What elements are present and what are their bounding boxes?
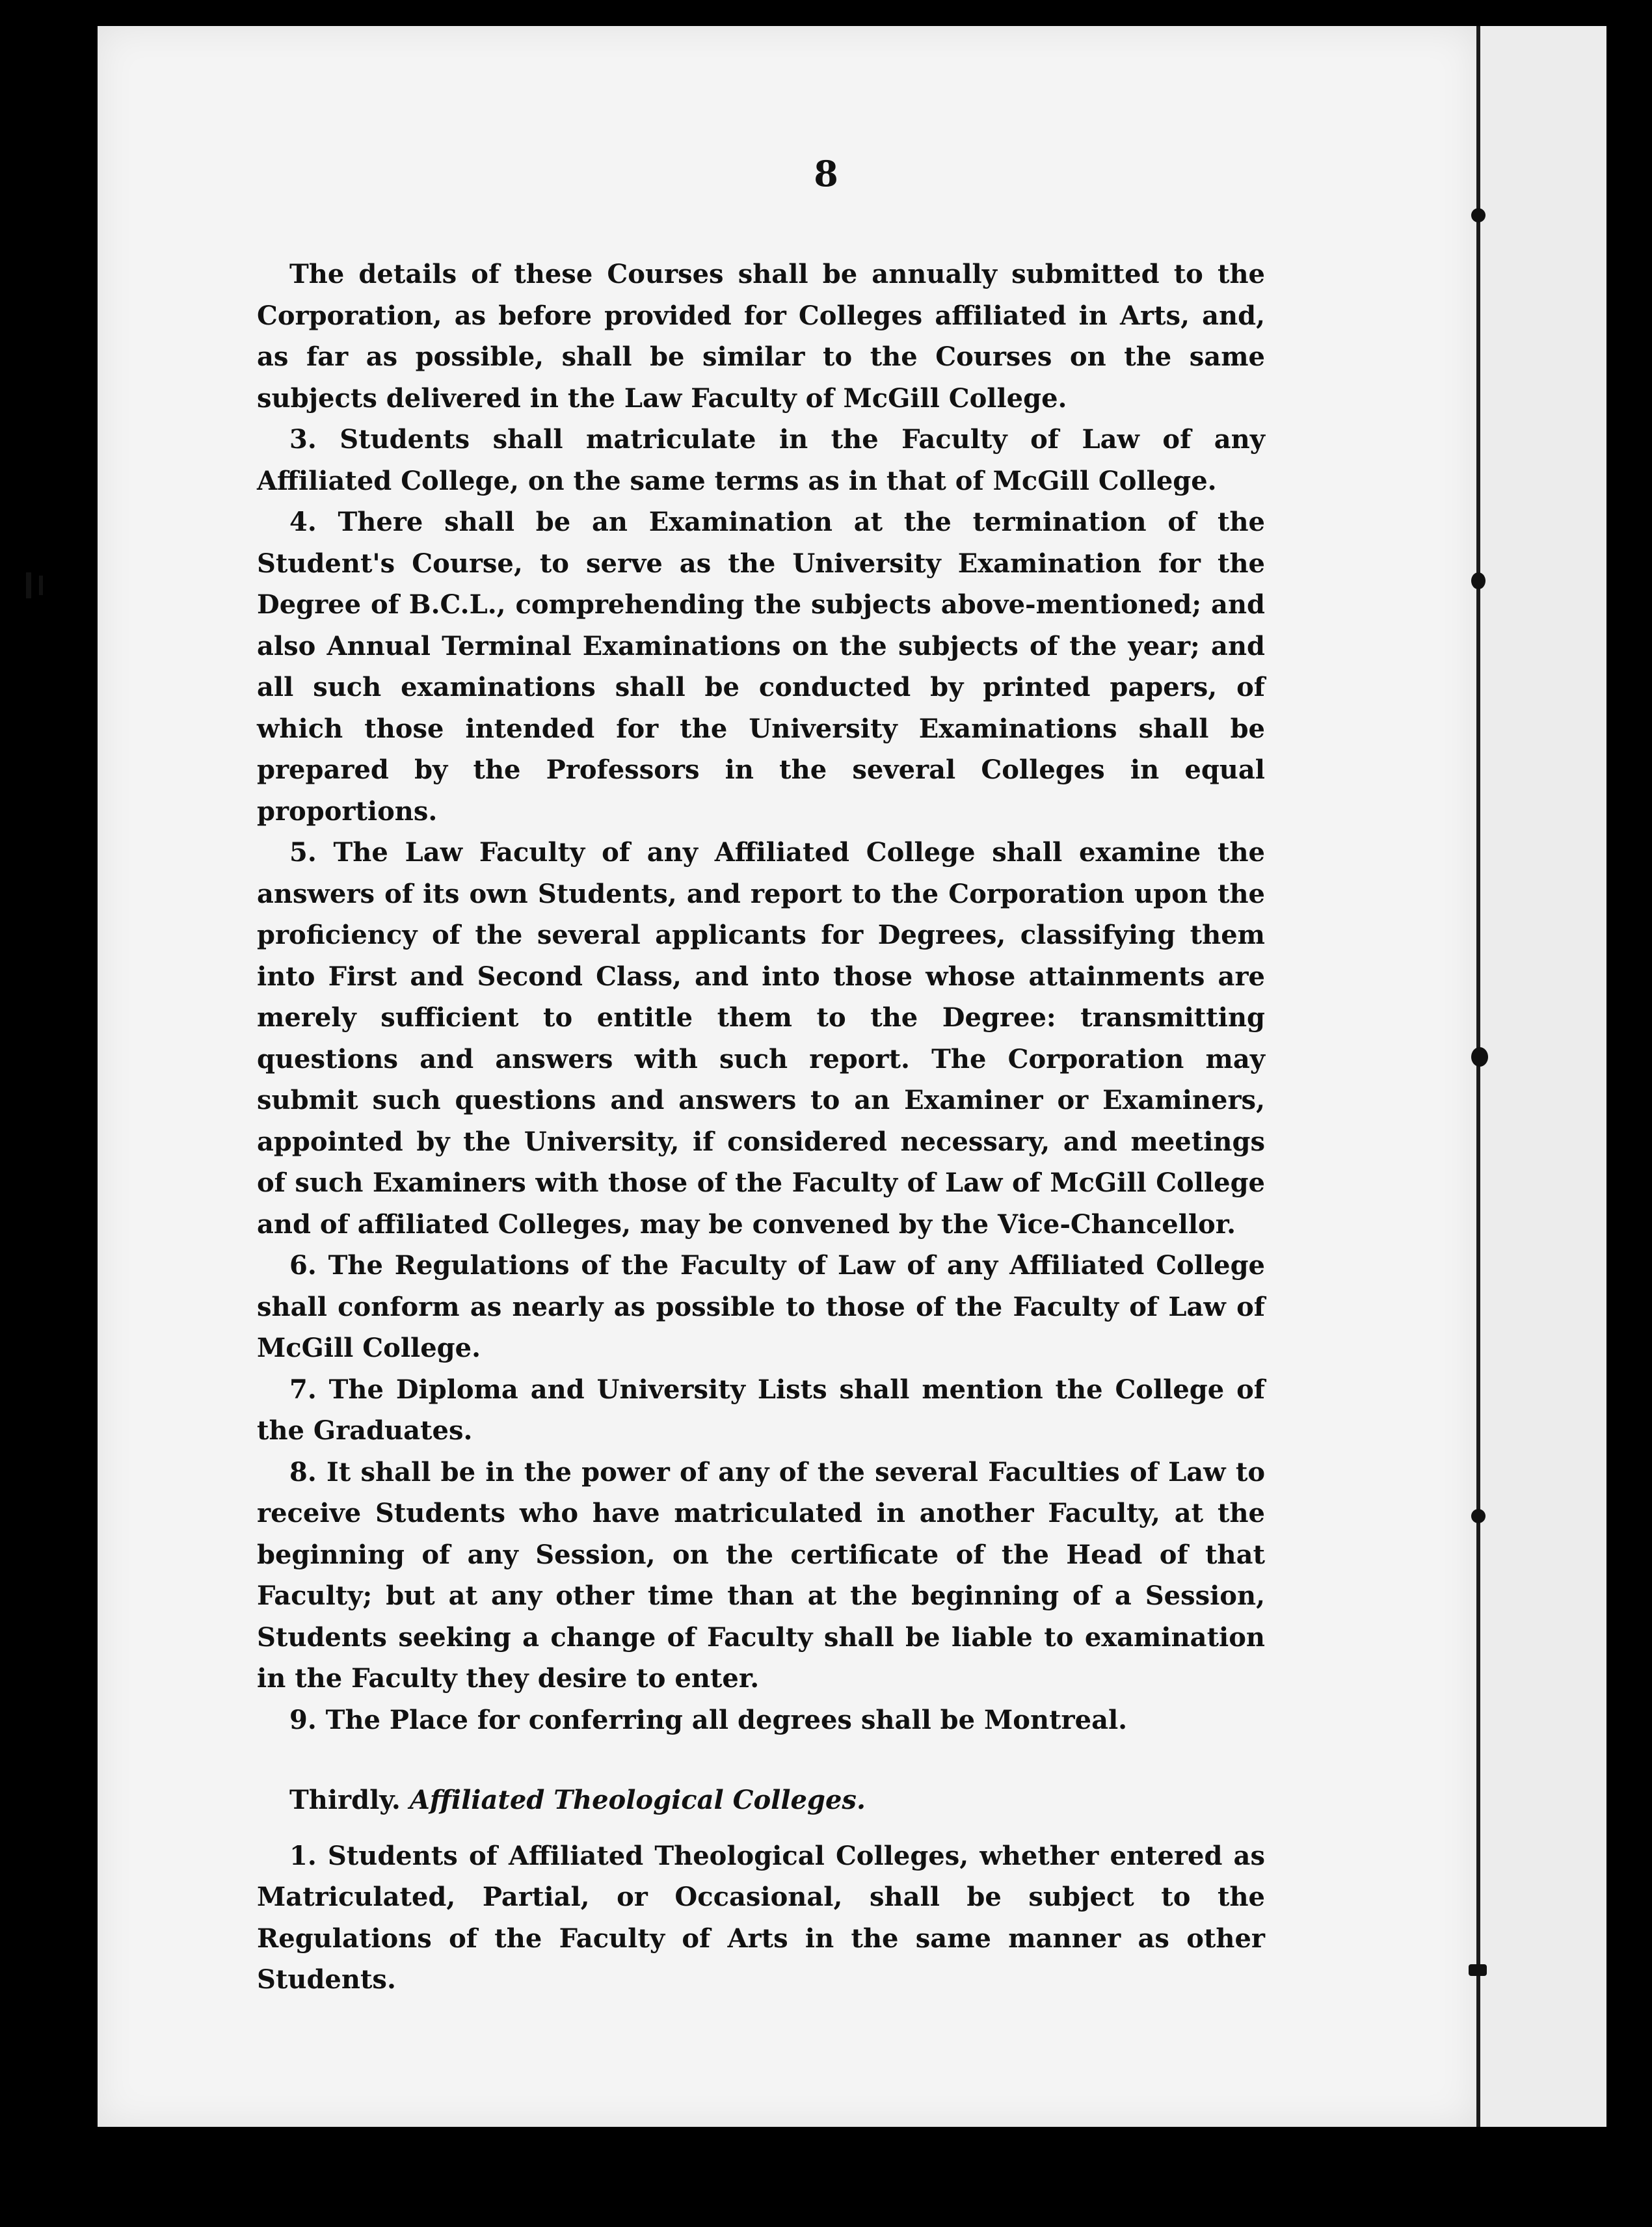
paragraph-item-4: 4. There shall be an Examination at the termination of the Student's Course, to serve as the University Examination for the Degree of B.C.L., comprehending the subjects above-mentioned; and also Annual Terminal Examinations on the subjects of the year; and all such examinations shall be conducted by printed papers, of which those intended for the University Examinations shall be prepared by the Professors in the several Colleges in equal proportions. — [257, 507, 1265, 827]
scan-speck — [26, 572, 31, 598]
paragraph-theological-item-1: 1. Students of Affiliated Theological Colleges, whether entered as Matriculated, Partial, or Occasional, shall be subject to the Regulations of the Faculty of Arts in the same manner as other Students. — [257, 1840, 1265, 1995]
paragraph-item-6: 6. The Regulations of the Faculty of Law of any Affiliated College shall conform as nearly as possible to those of the Faculty of Law of McGill College. — [257, 1250, 1265, 1363]
scan-speck — [39, 576, 43, 595]
binding-mark — [1471, 1047, 1488, 1067]
binding-mark — [1469, 1964, 1487, 1976]
section-heading-prefix: Thirdly. — [289, 1785, 401, 1815]
binding-mark — [1471, 208, 1485, 222]
page-gutter-line — [1476, 26, 1480, 2127]
paragraph-item-5: 5. The Law Faculty of any Affiliated College shall examine the answers of its own Students, and report to the Corporation upon the proficiency of the several applicants for Degrees, classifying them into First and Second Class, and into those whose attainments are merely sufficient to entitle them to the Degree: transmitting questions and answers with such report. The Corporation may submit such questions and answers to an Examiner or Examiners, appointed by the University, if considered necessary, and meetings of such Examiners with those of the Faculty of Law of McGill College and of affiliated Colleges, may be convened by the Vice-Chancellor. — [257, 837, 1265, 1240]
paragraph-item-9: 9. The Place for conferring all degrees shall be Montreal. — [289, 1704, 1128, 1735]
paragraph-item-7: 7. The Diploma and University Lists shall mention the College of the Graduates. — [257, 1374, 1265, 1446]
section-heading — [257, 1780, 1265, 1821]
paragraph-item-3: 3. Students shall matriculate in the Faculty of Law of any Affiliated College, on the same terms as in that of McGill College. — [257, 424, 1265, 496]
section-heading-title: Affiliated Theological Colleges. — [409, 1785, 866, 1815]
body-text — [257, 254, 1265, 2001]
paragraph-item-8: 8. It shall be in the power of any of the several Faculties of Law to receive Students who have matriculated in another Faculty, at the beginning of any Session, on the certificate of the Head of that Faculty; but at any other time than at the beginning of a Session, Students seeking a change of Faculty shall be liable to examination in the Faculty they desire to enter. — [257, 1456, 1265, 1694]
facing-page-edge — [1476, 26, 1606, 2127]
page-number: 8 — [814, 153, 838, 194]
binding-mark — [1471, 1509, 1485, 1523]
paragraph-course-details: The details of these Courses shall be annually submitted to the Corporation, as before provided for Colleges affiliated in Arts, and, as far as possible, shall be similar to the Courses on the same subjects delivered in the Law Faculty of McGill College. — [257, 259, 1265, 414]
binding-mark — [1471, 572, 1485, 589]
